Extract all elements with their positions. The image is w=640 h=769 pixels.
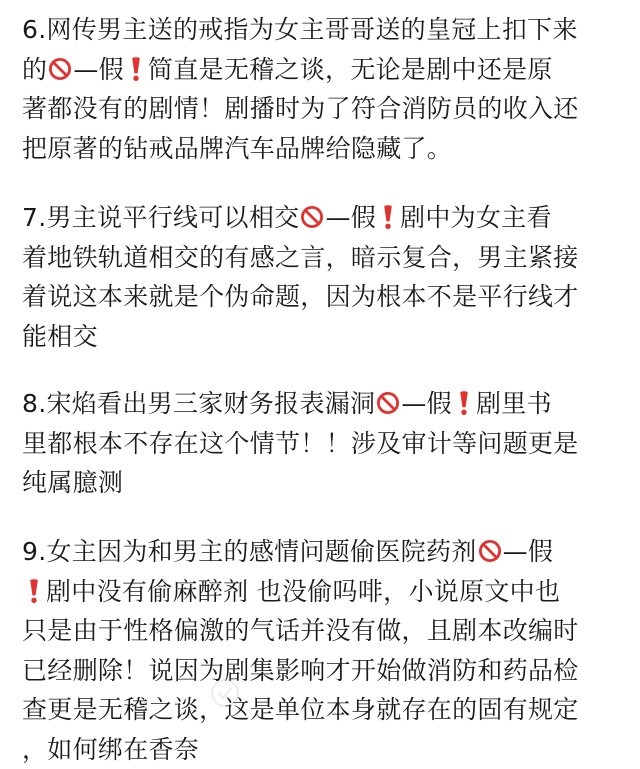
text-line xyxy=(22,317,628,357)
text-segment: 查更是无稽之谈，这是单位本身就存在的固有规定 xyxy=(22,695,579,724)
rumor-item-8 xyxy=(22,384,628,503)
text-segment: 只是由于性格偏激的气话并没有做，且剧本改编时 xyxy=(22,616,579,645)
red-exclamation-icon xyxy=(456,390,472,416)
text-segment: 7.男主说平行线可以相交 xyxy=(22,203,299,232)
text-segment: 著都没有的剧情！剧播时为了符合消防员的收入还 xyxy=(22,94,579,123)
text-line xyxy=(22,129,628,169)
text-segment: —假 xyxy=(73,55,124,84)
red-exclamation-icon xyxy=(26,578,42,604)
text-segment: 剧里书 xyxy=(476,389,552,418)
text-line xyxy=(22,730,628,769)
text-segment: 简直是无稽之谈，无论是剧中还是原 xyxy=(148,55,553,84)
text-line xyxy=(22,277,628,317)
text-segment: 剧中为女主看 xyxy=(400,203,552,232)
text-segment: 已经删除！说因为剧集影响才开始做消防和药品检 xyxy=(22,656,579,685)
text-line xyxy=(22,50,628,90)
text-segment: 的 xyxy=(22,55,47,84)
red-exclamation-icon xyxy=(380,204,396,230)
red-exclamation-icon xyxy=(128,56,144,82)
text-line xyxy=(22,572,628,612)
text-segment: ，如何绑在香奈 xyxy=(22,735,199,764)
text-line xyxy=(22,89,628,129)
text-segment: —假 xyxy=(503,537,554,566)
text-segment: 剧中没有偷麻醉剂 也没偷吗啡，小说原文中也 xyxy=(46,577,560,606)
text-segment: 9.女主因为和男主的感情问题偷医院药剂 xyxy=(22,537,477,566)
text-line xyxy=(22,611,628,651)
no-entry-sign-icon xyxy=(300,205,324,229)
text-segment: —假 xyxy=(401,389,452,418)
text-line xyxy=(22,532,628,572)
text-line xyxy=(22,463,628,503)
text-line xyxy=(22,424,628,464)
no-entry-sign-icon xyxy=(48,57,72,81)
text-line xyxy=(22,690,628,730)
text-segment: 把原著的钻戒品牌汽车品牌给隐藏了。 xyxy=(22,134,452,163)
text-line xyxy=(22,651,628,691)
text-segment: 纯属臆测 xyxy=(22,468,123,497)
text-segment: 着地铁轨道相交的有感之言，暗示复合，男主紧接 xyxy=(22,243,579,272)
text-line xyxy=(22,198,628,238)
no-entry-sign-icon xyxy=(478,539,502,563)
rumor-item-7 xyxy=(22,198,628,356)
text-line xyxy=(22,238,628,278)
rumor-item-9 xyxy=(22,532,628,769)
text-segment: 8.宋焰看出男三家财务报表漏洞 xyxy=(22,389,375,418)
text-segment: 里都根本不存在这个情节！！涉及审计等问题更是 xyxy=(22,429,579,458)
text-line xyxy=(22,10,628,50)
no-entry-sign-icon xyxy=(376,391,400,415)
text-segment: 6.网传男主送的戒指为女主哥哥送的皇冠上扣下来 xyxy=(22,15,578,44)
text-line xyxy=(22,384,628,424)
text-segment: 能相交 xyxy=(22,322,98,351)
rumor-item-6 xyxy=(22,10,628,168)
text-segment: —假 xyxy=(325,203,376,232)
text-segment: 着说这本来就是个伪命题，因为根本不是平行线才 xyxy=(22,282,579,311)
